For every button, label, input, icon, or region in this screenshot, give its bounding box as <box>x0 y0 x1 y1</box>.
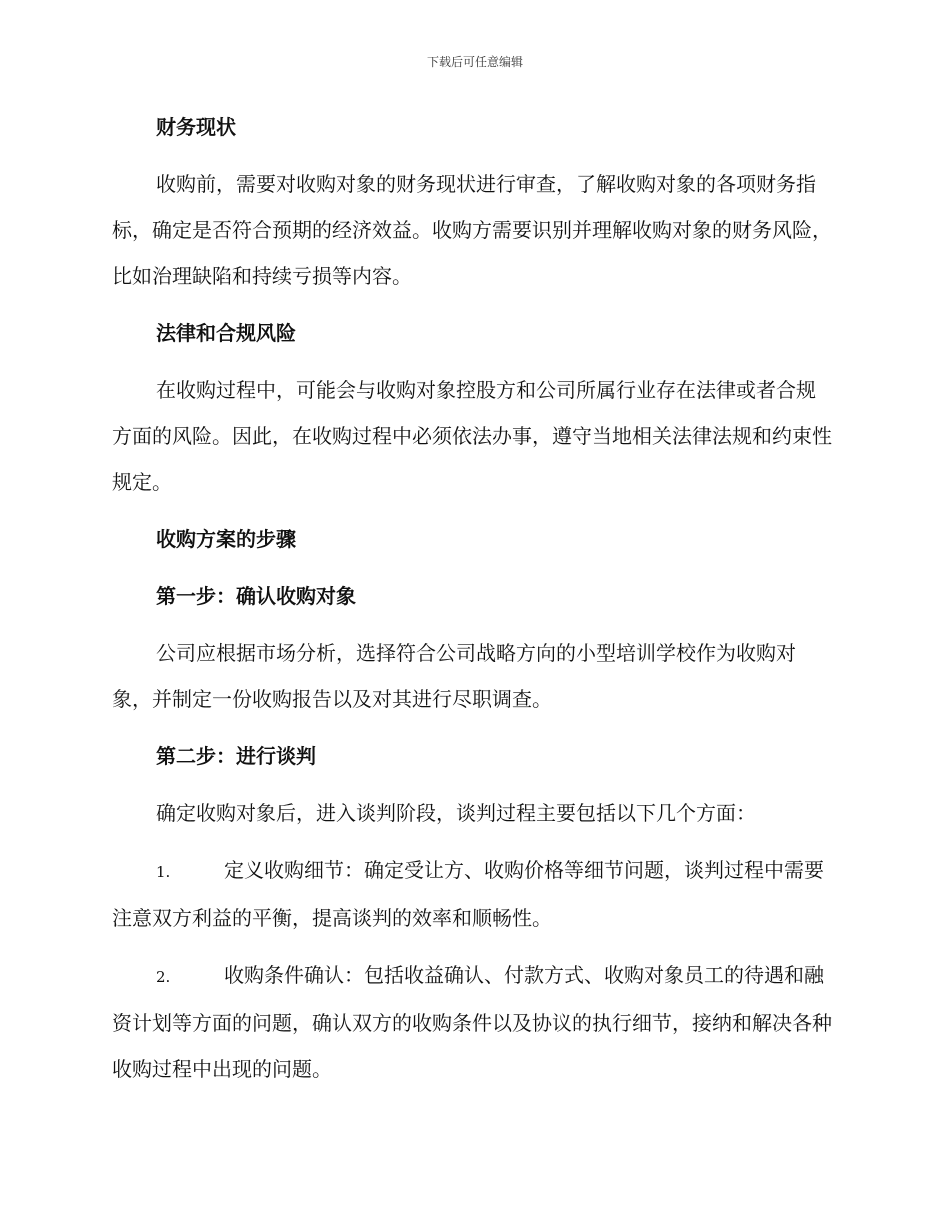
paragraph-step1: 公司应根据市场分析，选择符合公司战略方向的小型培训学校作为收购对象，并制定一份收购报告以及对其进行尽职调查。 <box>112 641 796 711</box>
list-item-text: 定义收购细节：确定受让方、收购价格等细节问题，谈判过程中需要注意双方利益的平衡，提高谈判的效率和顺畅性。 <box>112 858 824 930</box>
paragraph-financial: 收购前，需要对收购对象的财务现状进行审查，了解收购对象的各项财务指标，确定是否符合预期的经济效益。收购方需要识别并理解收购对象的财务风险，比如治理缺陷和持续亏损等内容。 <box>112 172 832 288</box>
step1-heading: 第一步：确认收购对象 <box>156 584 356 608</box>
section-heading-legal: 法律和合规风险 <box>156 321 296 345</box>
page-header: 下载后可任意编辑 <box>426 55 523 69</box>
list-item <box>112 952 832 1092</box>
document-body <box>112 104 832 1103</box>
list-item-text: 收购条件确认：包括收益确认、付款方式、收购对象员工的待遇和融资计划等方面的问题，确认双方的收购条件以及协议的执行细节，接纳和解决各种收购过程中出现的问题。 <box>112 963 832 1081</box>
paragraph-legal: 在收购过程中，可能会与收购对象控股方和公司所属行业存在法律或者合规方面的风险。因此，在收购过程中必须依法办事，遵守当地相关法律法规和约束性规定。 <box>112 378 832 494</box>
step2-heading: 第二步：进行谈判 <box>156 744 316 768</box>
section-heading-financial: 财务现状 <box>156 115 236 139</box>
list-item <box>112 847 832 941</box>
list-item-number: 1. <box>156 863 171 881</box>
list-item-number: 2. <box>156 968 171 986</box>
section-heading-steps: 收购方案的步骤 <box>156 527 296 551</box>
paragraph-step2: 确定收购对象后，进入谈判阶段，谈判过程主要包括以下几个方面： <box>156 801 756 825</box>
